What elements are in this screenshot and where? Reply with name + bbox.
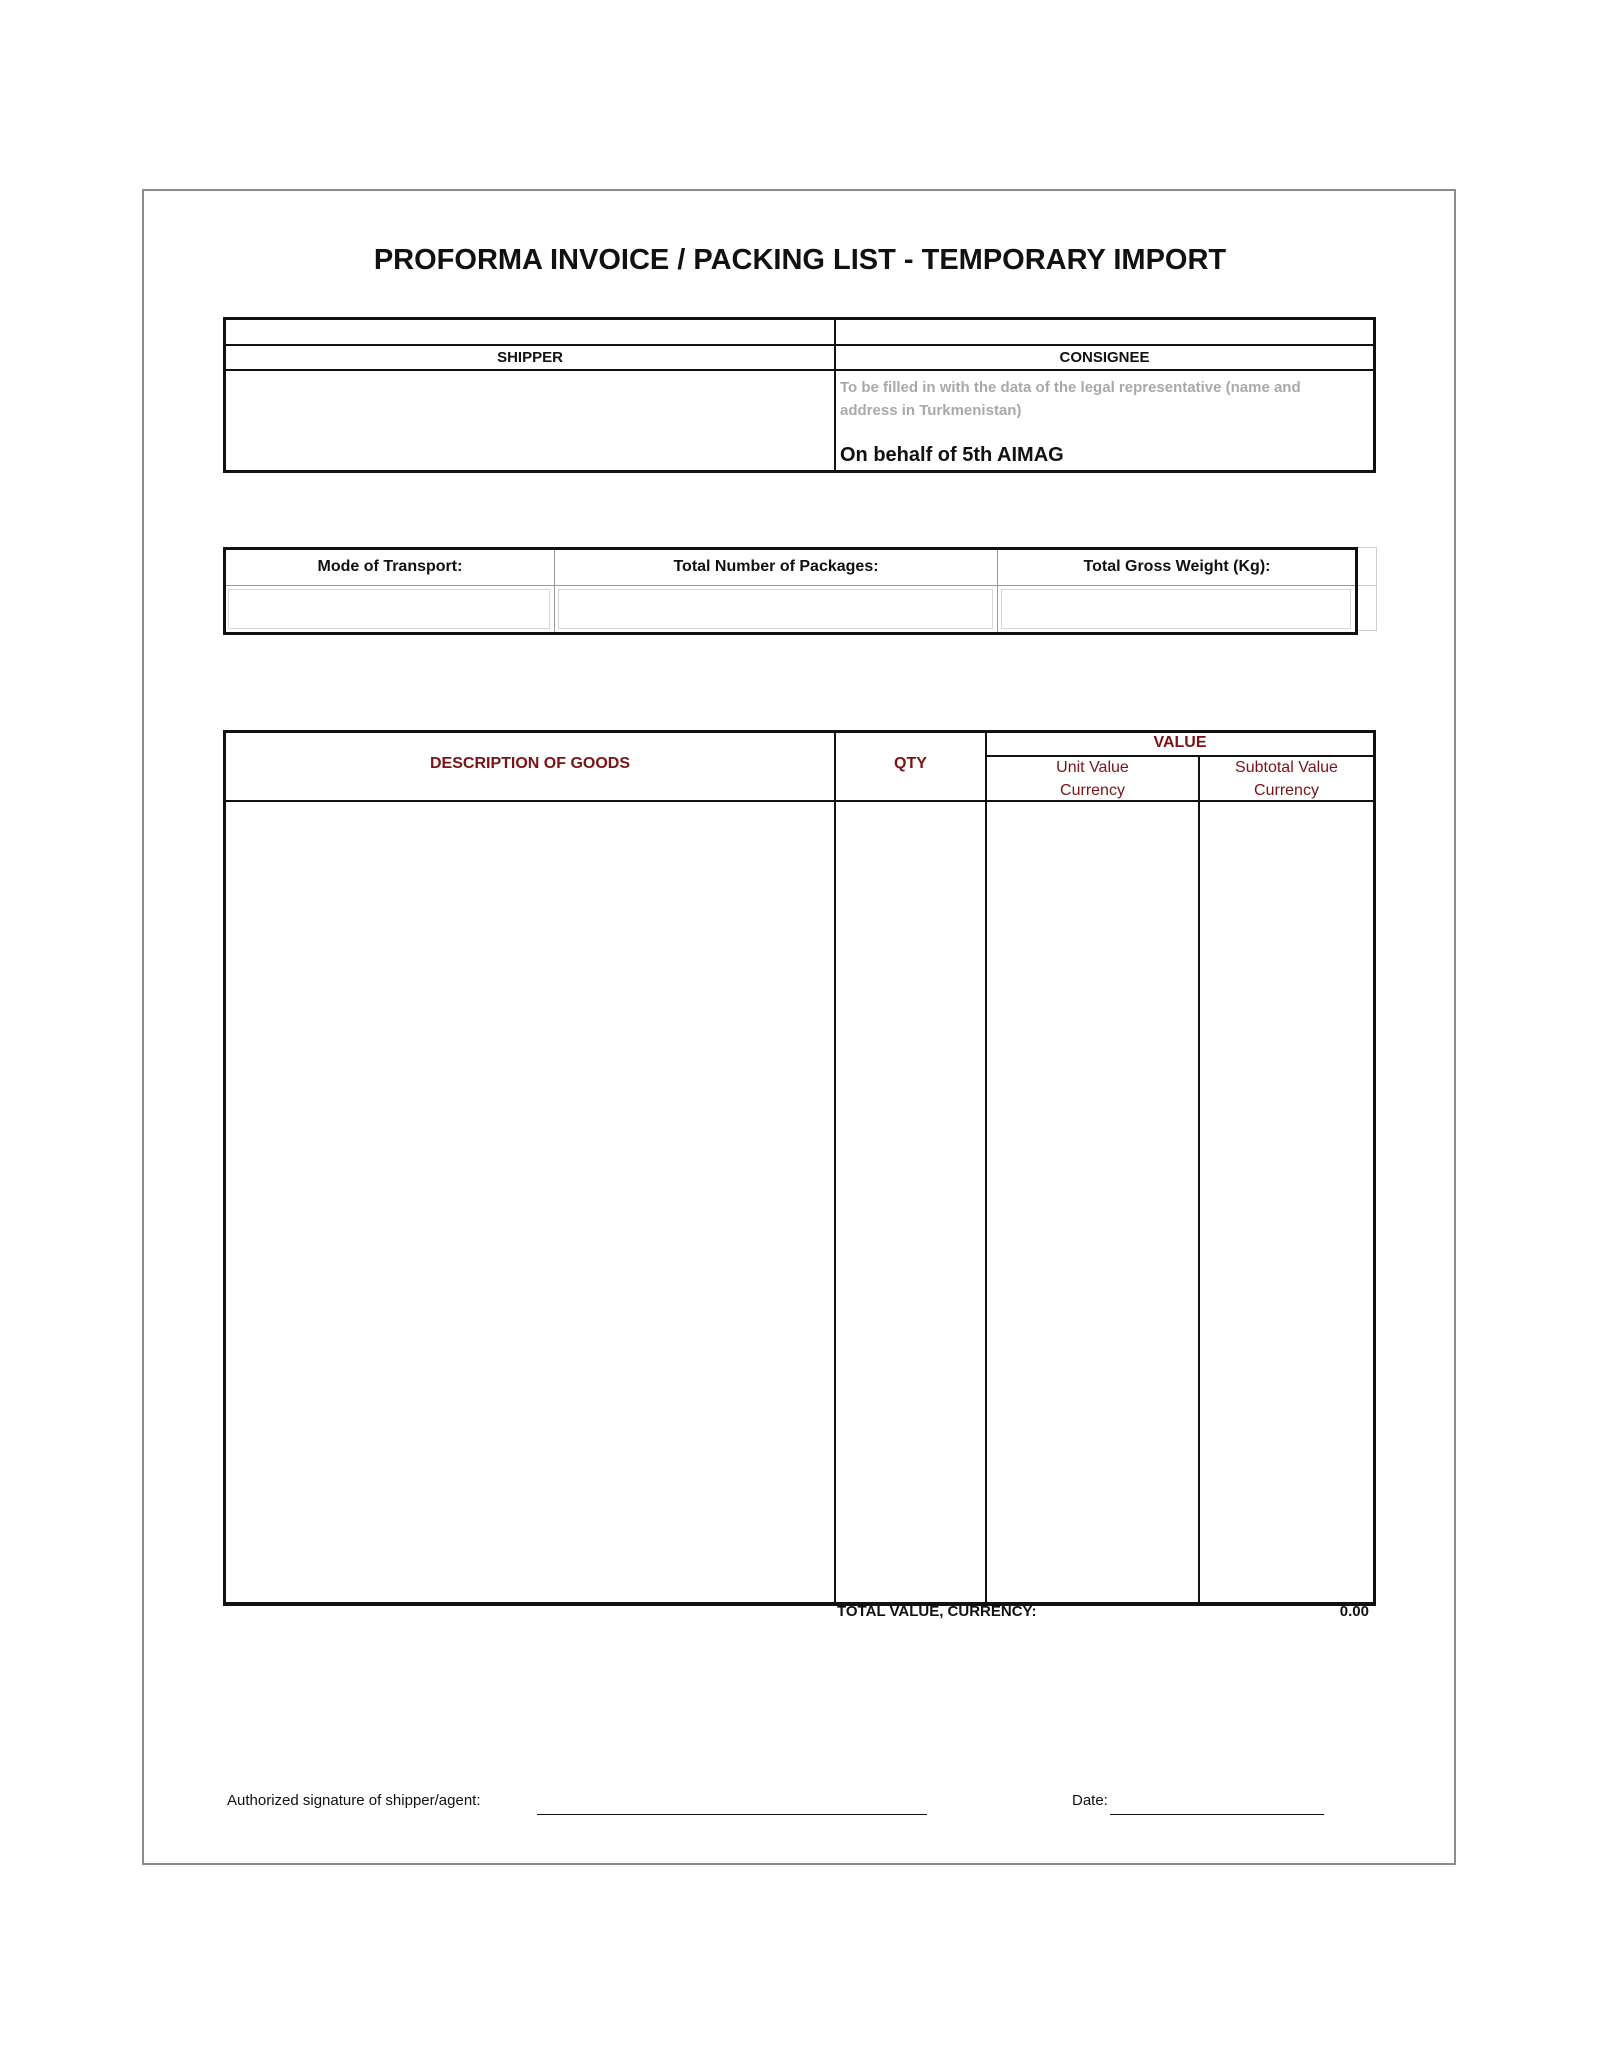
party-block	[223, 317, 1376, 473]
total-gross-weight-field[interactable]	[1001, 589, 1351, 629]
subtotal-value-currency: Currency	[1254, 782, 1319, 799]
signature-line[interactable]	[537, 1814, 927, 1815]
mode-of-transport-label: Mode of Transport:	[317, 558, 463, 575]
goods-divider-desc-qty	[834, 733, 836, 1602]
total-value-label: TOTAL VALUE, CURRENCY:	[837, 1603, 1037, 1620]
description-of-goods-header: DESCRIPTION OF GOODS	[429, 755, 630, 772]
transport-ghost-rule	[1355, 585, 1376, 586]
subtotal-value-header	[1200, 756, 1373, 802]
goods-table	[223, 730, 1376, 1606]
consignee-behalf: On behalf of 5th AIMAG	[840, 444, 1064, 466]
total-packages-label: Total Number of Packages:	[673, 558, 879, 575]
transport-header-rule	[226, 585, 1355, 586]
transport-block	[223, 547, 1358, 635]
date-label: Date:	[1072, 1792, 1108, 1809]
consignee-hint: To be filled in with the data of the legal representative (name and address in Turkmenistan)	[840, 379, 1301, 419]
transport-ghost-cell	[1355, 547, 1377, 631]
goods-divider-unit-subtotal	[1198, 756, 1200, 1606]
signature-label: Authorized signature of shipper/agent:	[227, 1792, 481, 1809]
party-top-rule	[226, 344, 1373, 346]
transport-divider-2	[997, 550, 998, 632]
total-value-amount: 0.00	[1339, 1603, 1369, 1620]
mode-of-transport-field[interactable]	[228, 589, 550, 629]
total-gross-weight-label: Total Gross Weight (Kg):	[1083, 558, 1271, 575]
page-title: PROFORMA INVOICE / PACKING LIST - TEMPORARY IMPORT	[373, 244, 1227, 276]
qty-header: QTY	[894, 755, 927, 772]
party-divider	[834, 320, 836, 470]
unit-value-label: Unit Value	[1056, 759, 1129, 776]
value-header: VALUE	[1153, 734, 1207, 751]
subtotal-value-label: Subtotal Value	[1235, 759, 1338, 776]
shipper-label: SHIPPER	[497, 349, 563, 366]
consignee-label: CONSIGNEE	[1059, 349, 1150, 366]
transport-divider-1	[554, 550, 555, 632]
goods-divider-qty-value	[985, 733, 987, 1602]
party-header-rule	[226, 369, 1373, 371]
unit-value-header	[987, 756, 1198, 802]
total-packages-field[interactable]	[558, 589, 993, 629]
date-line[interactable]	[1110, 1814, 1324, 1815]
unit-value-currency: Currency	[1060, 782, 1125, 799]
